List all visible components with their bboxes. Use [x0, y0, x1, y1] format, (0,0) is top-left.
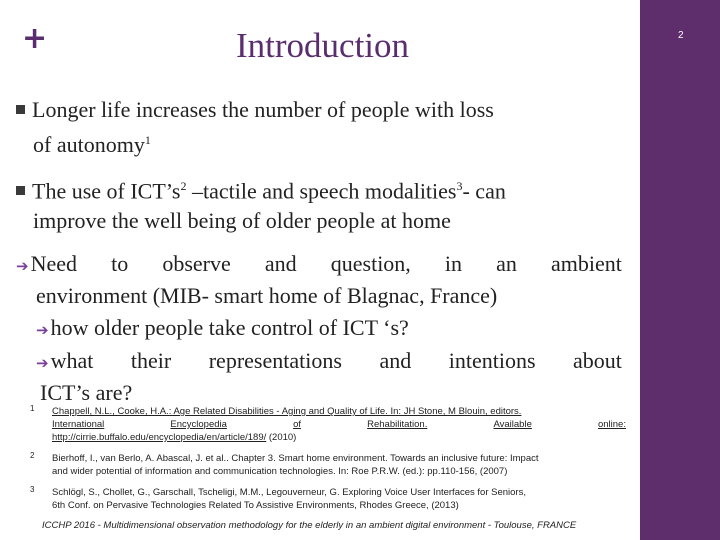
sub-word: their: [130, 348, 172, 373]
reference-2-line1: Bierhoff, I., van Berlo, A. Abascal, J. et al.. Chapter 3. Smart home environment. Towards an inclusive future: Impact: [52, 453, 539, 464]
reference-3: [30, 486, 626, 512]
need-bullet: [16, 249, 622, 311]
reference-3-line1: Schlögl, S., Chollet, G., Garschall, Tscheligi, M.M., Legouverneur, G. Exploring Voice User Interfaces for Seniors,: [52, 487, 526, 498]
need-word: ambient: [551, 251, 622, 276]
ref-word: Available: [493, 419, 532, 430]
page-number: 2: [678, 30, 684, 41]
square-bullet-icon: [16, 105, 25, 114]
references: [30, 405, 626, 520]
ref-word: International: [52, 419, 105, 430]
bullet-2-line2: improve the well being of older people at home: [33, 208, 451, 234]
bullet-1-line2: of autonomy: [33, 132, 145, 158]
need-word: an: [496, 251, 517, 276]
reference-number: 3: [30, 485, 35, 494]
ref-word: of: [293, 419, 301, 430]
reference-1: [30, 405, 626, 444]
slide-title: Introduction: [236, 26, 410, 65]
sub-bullet-1-text: how older people take control of ICT ‘s?: [50, 315, 409, 340]
sub-word: what: [50, 348, 94, 373]
bullet-1: [16, 95, 628, 160]
ref-word: Encyclopedia: [170, 419, 227, 430]
reference-3-line2: 6th Conf. on Pervasive Technologies Related To Assistive Environments, Rhodes Greece, (2013): [52, 500, 459, 511]
bullet-1-line1: Longer life increases the number of people with loss: [32, 97, 494, 122]
arrow-right-icon: ➔: [16, 257, 29, 275]
reference-year: (2010): [266, 432, 297, 443]
reference-number: 2: [30, 451, 35, 460]
arrow-right-icon: ➔: [36, 321, 49, 339]
ref-word: Rehabilitation.: [367, 419, 428, 430]
ref-word: online:: [597, 419, 626, 430]
reference-2: [30, 452, 626, 478]
sub-word: about: [573, 348, 622, 373]
bullet-2-text-b: –tactile and speech modalities: [186, 178, 457, 204]
reference-1-line1: Chappell, N.L., Cooke, H.A.: Age Related Disabilities - Aging and Quality of Life. In: JH Stone, M Blouin, editors.: [52, 406, 522, 417]
reference-number: 1: [30, 404, 35, 413]
sub-bullet-1: [36, 313, 409, 345]
need-word: Need: [30, 251, 77, 276]
bullet-2: [16, 171, 628, 236]
bullet-2-text-c: - can: [462, 178, 506, 204]
sub-bullet-2: [36, 346, 622, 408]
need-word: in: [444, 251, 463, 276]
sub-word: representations: [208, 348, 342, 373]
need-word: and: [264, 251, 297, 276]
arrow-right-icon: ➔: [36, 354, 49, 372]
footnote-ref: 1: [144, 133, 151, 147]
reference-link[interactable]: http://cirrie.buffalo.edu/encyclopedia/en/article/189/: [52, 432, 267, 443]
need-line2: environment (MIB- smart home of Blagnac, France): [36, 283, 498, 308]
reference-2-line2: and wider potential of information and communication technologies. In: Roe P.R.W. (ed.): pp.110-156, (2007): [52, 466, 508, 477]
footnote-ref: 2: [180, 179, 187, 193]
need-word: observe: [162, 251, 231, 276]
plus-logo: +: [22, 21, 48, 56]
slide-footer: ICCHP 2016 - Multidimensional observation methodology for the elderly in an ambient digital environment - Toulouse, FRANCE: [42, 520, 577, 531]
square-bullet-icon: [16, 186, 25, 195]
accent-sidebar: [640, 0, 720, 540]
footnote-ref: 3: [456, 179, 463, 193]
sub-word: and: [379, 348, 412, 373]
bullet-2-text-a: The use of ICT’s: [32, 178, 181, 204]
sub-word: intentions: [448, 348, 536, 373]
sub-bullet-2-line2: ICT’s are?: [40, 380, 133, 405]
need-word: to: [111, 251, 129, 276]
need-word: question,: [330, 251, 411, 276]
